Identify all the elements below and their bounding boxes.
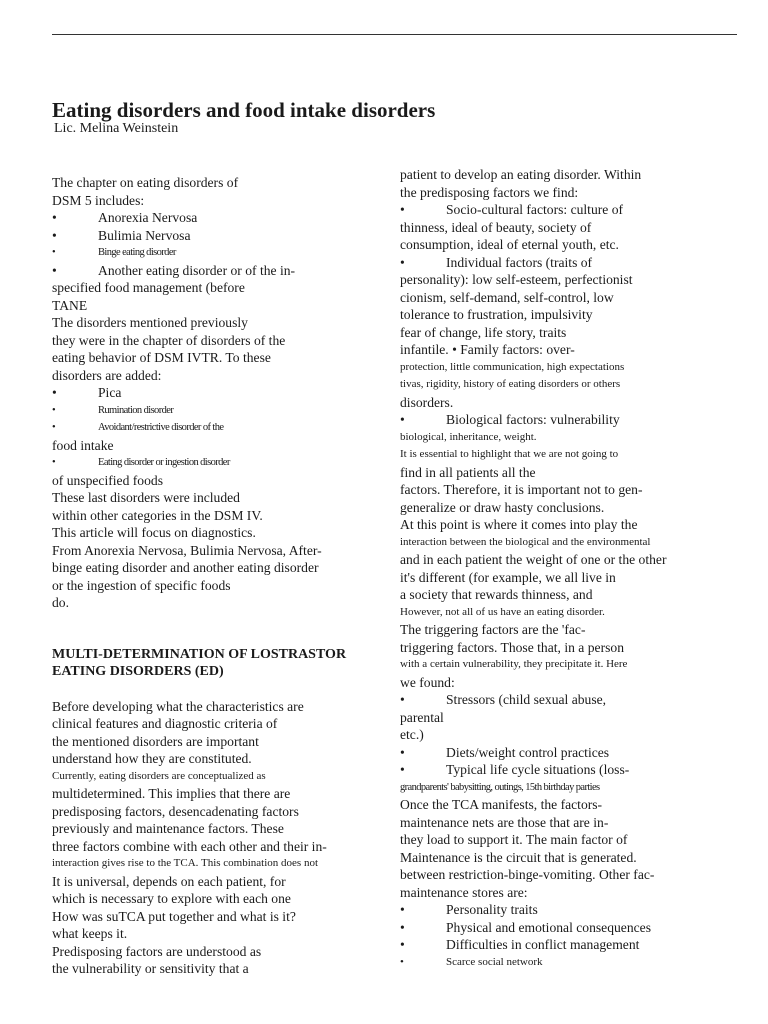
line-text: personality): low self-esteem, perfectionist: [400, 272, 633, 287]
text-line: [400, 709, 750, 727]
line-text: or the ingestion of specific foods: [52, 577, 231, 593]
text-line: [52, 925, 382, 943]
line-text: which is necessary to explore with each one: [52, 891, 291, 906]
line-text: disorders are added:: [52, 367, 162, 383]
line-text: Another eating disorder or of the in-: [98, 262, 296, 278]
bullet-line: [52, 384, 382, 402]
line-text: tivas, rigidity, history of eating disorders or others: [400, 378, 621, 390]
text-line: [400, 271, 750, 289]
bullet-glyph: •: [52, 385, 57, 400]
text-line: [400, 831, 750, 849]
line-text: specified food management (before: [52, 280, 245, 295]
line-text: it's different (for example, we all live in: [400, 569, 616, 585]
text-line: [400, 499, 750, 517]
bullet-glyph: •: [52, 227, 57, 243]
line-text: and in each patient the weight of one or the other: [400, 552, 667, 567]
text-line: [400, 429, 750, 447]
text-line: [400, 516, 750, 534]
line-text: interaction gives rise to the TCA. This combination does not: [52, 857, 318, 869]
text-line: [400, 376, 750, 394]
bullet-line: [52, 454, 382, 472]
line-text: Scarce social network: [446, 955, 543, 968]
line-text: with a certain vulnerability, they precipitate it. Here: [400, 658, 628, 670]
bullet-glyph: •: [52, 247, 56, 258]
text-line: [52, 174, 382, 192]
bullet-line: [400, 254, 750, 272]
text-line: [52, 715, 382, 733]
line-text: maintenance nets are those that are in-: [400, 814, 609, 830]
right-column: [400, 166, 750, 971]
bullet-glyph: •: [52, 457, 56, 468]
text-line: [400, 306, 750, 324]
bullet-glyph: •: [400, 937, 405, 952]
section-heading: [52, 663, 382, 681]
line-text: TANE: [52, 297, 88, 313]
text-line: [52, 768, 382, 786]
text-line: [52, 524, 382, 542]
text-line: [400, 289, 750, 307]
line-text: These last disorders were included: [52, 490, 240, 505]
text-line: [52, 279, 382, 297]
text-line: [52, 594, 382, 612]
text-line: [400, 779, 750, 797]
line-text: find in all patients all the: [400, 464, 536, 480]
line-text: Maintenance is the circuit that is generated.: [400, 849, 637, 865]
text-line: [52, 297, 382, 315]
bullet-line: [52, 244, 382, 262]
text-line: [52, 698, 382, 716]
bullet-line: [52, 419, 382, 437]
line-text: they load to support it. The main factor of: [400, 832, 628, 847]
text-line: [52, 437, 382, 455]
line-text: Personality traits: [446, 902, 538, 917]
text-line: [52, 908, 382, 926]
left-column: [52, 174, 382, 978]
line-text: thinness, ideal of beauty, society of: [400, 219, 592, 235]
bullet-line: [52, 402, 382, 420]
text-line: [52, 314, 382, 332]
text-line: [52, 192, 382, 210]
text-line: [52, 803, 382, 821]
author-name: Lic. Melina Weinstein: [54, 121, 179, 136]
line-text: the mentioned disorders are important: [52, 733, 259, 749]
text-line: [52, 367, 382, 385]
top-rule: [52, 34, 737, 35]
text-line: [52, 489, 382, 507]
line-text: It is essential to highlight that we are not going to: [400, 448, 619, 460]
text-line: [52, 890, 382, 908]
text-line: [400, 621, 750, 639]
line-text: the predisposing factors we find:: [400, 184, 579, 200]
text-line: [400, 341, 750, 359]
bullet-glyph: •: [52, 422, 56, 433]
line-text: This article will focus on diagnostics.: [52, 525, 256, 540]
line-text: protection, little communication, high expectations: [400, 360, 625, 373]
bullet-line: [52, 209, 382, 227]
text-line: [400, 569, 750, 587]
line-text: DSM 5 includes:: [52, 192, 145, 208]
line-text: clinical features and diagnostic criteria of: [52, 716, 278, 731]
bullet-glyph: •: [400, 955, 404, 968]
line-text: factors. Therefore, it is important not to gen-: [400, 482, 643, 497]
bullet-glyph: •: [400, 902, 405, 917]
article-title: Eating disorders and food intake disorders: [52, 98, 436, 122]
text-line: [52, 873, 382, 891]
text-line: [400, 166, 750, 184]
bullet-glyph: •: [400, 412, 405, 427]
bullet-glyph: •: [400, 254, 405, 270]
text-line: [400, 656, 750, 674]
bullet-glyph: •: [52, 210, 57, 225]
line-text: binge eating disorder and another eating disorder: [52, 560, 319, 575]
bullet-glyph: •: [400, 919, 405, 935]
line-text: consumption, ideal of eternal youth, etc.: [400, 237, 619, 252]
line-text: Biological factors: vulnerability: [446, 412, 620, 427]
text-line: [400, 866, 750, 884]
text-line: [400, 219, 750, 237]
bullet-glyph: •: [400, 744, 405, 760]
bullet-line: [400, 936, 750, 954]
line-text: triggering factors. Those that, in a person: [400, 639, 624, 655]
text-line: [52, 838, 382, 856]
text-line: [52, 960, 382, 978]
line-text: Typical life cycle situations (loss-: [446, 762, 630, 777]
line-text: The triggering factors are the 'fac-: [400, 622, 586, 637]
line-text: How was suTCA put together and what is it?: [52, 908, 296, 924]
line-text: The disorders mentioned previously: [52, 315, 248, 330]
line-text: infantile. • Family factors: over-: [400, 342, 575, 357]
paragraph-gap: [52, 681, 382, 698]
line-text: EATING DISORDERS (ED): [52, 664, 224, 679]
line-text: a society that rewards thinness, and: [400, 587, 593, 602]
line-text: patient to develop an eating disorder. Within: [400, 167, 642, 182]
bullet-line: [400, 411, 750, 429]
line-text: Diets/weight control practices: [446, 744, 610, 760]
line-text: they were in the chapter of disorders of the: [52, 332, 286, 348]
line-text: At this point is where it comes into play the: [400, 517, 638, 532]
line-text: parental: [400, 709, 444, 725]
text-line: [52, 559, 382, 577]
text-line: [52, 332, 382, 350]
text-line: [400, 324, 750, 342]
line-text: between restriction-binge-vomiting. Other fac-: [400, 867, 655, 882]
line-text: cionism, self-demand, self-control, low: [400, 289, 614, 305]
text-line: [52, 472, 382, 490]
line-text: Stressors (child sexual abuse,: [446, 692, 607, 707]
text-line: [400, 481, 750, 499]
line-text: Anorexia Nervosa: [98, 210, 198, 225]
line-text: From Anorexia Nervosa, Bulimia Nervosa, After-: [52, 542, 322, 558]
line-text: However, not all of us have an eating disorder.: [400, 605, 605, 618]
bullet-line: [400, 901, 750, 919]
bullet-glyph: •: [52, 404, 56, 416]
text-line: [400, 446, 750, 464]
text-line: [52, 349, 382, 367]
text-line: [52, 507, 382, 525]
line-text: Predisposing factors are understood as: [52, 943, 262, 959]
line-text: Pica: [98, 385, 122, 400]
line-text: the vulnerability or sensitivity that a: [52, 961, 249, 976]
text-line: [400, 796, 750, 814]
line-text: MULTI-DETERMINATION OF LOSTRASTOR: [52, 646, 347, 662]
line-text: Binge eating disorder: [98, 247, 176, 258]
text-line: [400, 394, 750, 412]
bullet-line: [400, 744, 750, 762]
line-text: three factors combine with each other and their in-: [52, 838, 327, 854]
line-text: etc.): [400, 727, 424, 742]
text-line: [400, 464, 750, 482]
line-text: Physical and emotional consequences: [446, 919, 651, 935]
text-line: [52, 855, 382, 873]
text-line: [52, 785, 382, 803]
line-text: fear of change, life story, traits: [400, 324, 567, 340]
line-text: Currently, eating disorders are conceptualized as: [52, 769, 266, 782]
line-text: understand how they are constituted.: [52, 751, 252, 766]
line-text: Difficulties in conflict management: [446, 937, 640, 952]
line-text: grandparents' babysitting, outings, 15th birthday parties: [400, 781, 600, 793]
line-text: of unspecified foods: [52, 472, 163, 488]
line-text: Individual factors (traits of: [446, 254, 593, 270]
line-text: The chapter on eating disorders of: [52, 175, 239, 190]
line-text: food intake: [52, 437, 114, 453]
text-line: [400, 534, 750, 552]
bullet-line: [400, 201, 750, 219]
text-line: [52, 820, 382, 838]
line-text: we found:: [400, 674, 455, 690]
bullet-line: [400, 691, 750, 709]
text-line: [400, 884, 750, 902]
text-line: [400, 674, 750, 692]
line-text: disorders.: [400, 394, 454, 410]
line-text: generalize or draw hasty conclusions.: [400, 499, 605, 515]
section-heading: [52, 646, 382, 664]
text-line: [400, 814, 750, 832]
text-line: [52, 750, 382, 768]
text-line: [400, 639, 750, 657]
bullet-glyph: •: [400, 692, 405, 707]
text-line: [400, 604, 750, 622]
bullet-line: [400, 919, 750, 937]
text-line: [400, 359, 750, 377]
line-text: Bulimia Nervosa: [98, 227, 191, 243]
line-text: Rumination disorder: [98, 404, 174, 416]
line-text: Socio-cultural factors: culture of: [446, 202, 624, 217]
line-text: It is universal, depends on each patient, for: [52, 873, 286, 889]
text-line: [52, 577, 382, 595]
line-text: multidetermined. This implies that there are: [52, 786, 291, 801]
line-text: do.: [52, 595, 69, 610]
bullet-line: [400, 761, 750, 779]
line-text: Before developing what the characteristics are: [52, 698, 304, 714]
bullet-line: [52, 262, 382, 280]
text-line: [400, 236, 750, 254]
line-text: within other categories in the DSM IV.: [52, 507, 263, 523]
text-line: [400, 184, 750, 202]
text-line: [52, 542, 382, 560]
line-text: what keeps it.: [52, 926, 128, 941]
bullet-glyph: •: [52, 262, 57, 278]
line-text: Eating disorder or ingestion disorder: [98, 457, 230, 468]
paragraph-gap: [52, 612, 382, 646]
bullet-line: [400, 954, 750, 972]
bullet-line: [52, 227, 382, 245]
line-text: previously and maintenance factors. These: [52, 821, 284, 836]
line-text: eating behavior of DSM IVTR. To these: [52, 350, 271, 365]
text-line: [400, 586, 750, 604]
bullet-glyph: •: [400, 202, 405, 217]
text-line: [400, 726, 750, 744]
text-line: [400, 849, 750, 867]
text-line: [400, 551, 750, 569]
line-text: Avoidant/restrictive disorder of the: [98, 422, 224, 433]
text-line: [52, 943, 382, 961]
line-text: interaction between the biological and the environmental: [400, 535, 651, 548]
line-text: maintenance stores are:: [400, 884, 528, 900]
line-text: tolerance to frustration, impulsivity: [400, 307, 593, 322]
bullet-glyph: •: [400, 762, 405, 777]
line-text: Once the TCA manifests, the factors-: [400, 797, 603, 812]
line-text: predisposing factors, desencadenating factors: [52, 803, 299, 819]
line-text: biological, inheritance, weight.: [400, 430, 537, 443]
text-line: [52, 733, 382, 751]
